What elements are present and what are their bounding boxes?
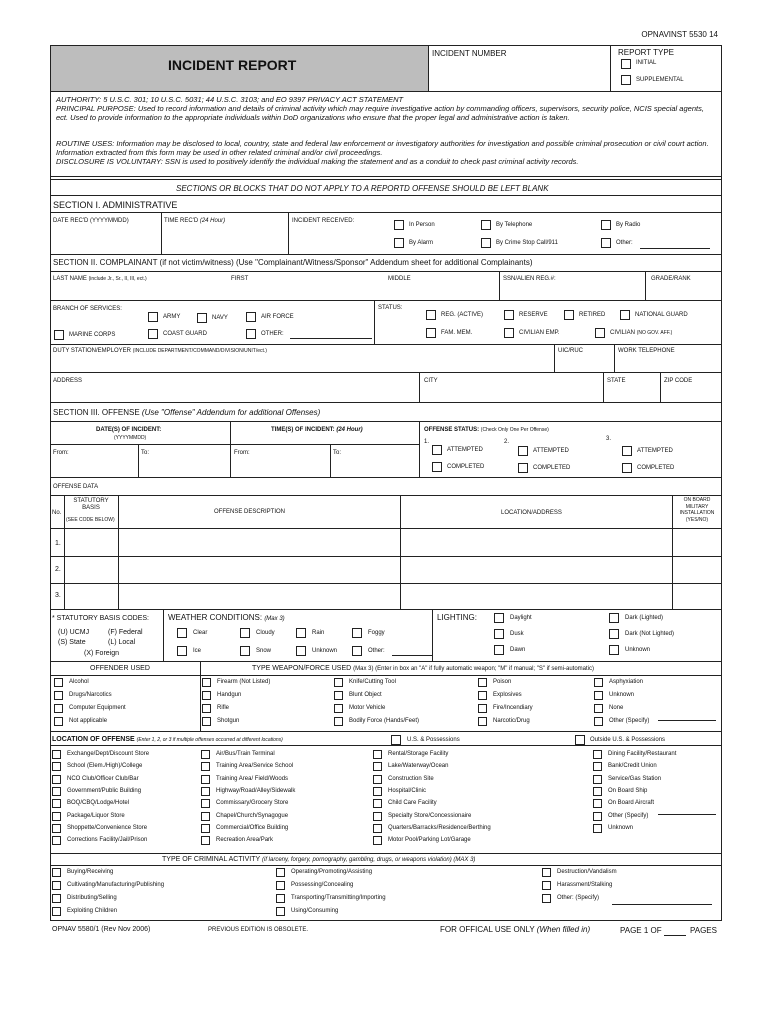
loc-c-6-checkbox[interactable] [373,824,382,833]
code-federal: (F) Federal [108,629,143,636]
army-label: ARMY [163,314,181,320]
lighting-dark-not-lighted-label: Dark (Not Lighted) [625,631,675,637]
loc-b-4-label: Commissary/Grocery Store [216,800,289,807]
act-a-1-checkbox[interactable] [52,881,61,890]
loc-d-4-checkbox[interactable] [593,799,602,808]
act-c-2-checkbox[interactable] [542,894,551,903]
offender-0-label: Alcohol [69,679,89,685]
loc-a-5-label: Package/Liquor Store [67,812,125,819]
outside-us-label: Outside U.S. & Possessions [590,737,666,743]
loc-b-3-label: Highway/Road/Alley/Sidewalk [216,787,296,794]
loc-a-2-label: NCO Club/Officer Club/Bar [67,775,139,782]
weather-foggy-label: Foggy [368,630,385,636]
time-from-label: From: [234,450,250,456]
loc-b-5-label: Chapel/Church/Synagogue [216,812,289,819]
weather-snow-checkbox[interactable] [240,646,250,656]
outside-us-checkbox[interactable] [575,735,585,745]
offender-1-label: Drugs/Narcotics [69,692,112,698]
weapon-d-2-checkbox[interactable] [594,704,603,713]
offender-1-checkbox[interactable] [54,691,63,700]
offense-1-attempted-checkbox[interactable] [432,445,442,455]
offense-2-completed-label: COMPLETED [533,465,571,471]
loc-b-2-label: Training Area/ Field/Woods [216,775,289,782]
offense-row-3-num: 3. [55,592,61,599]
weapon-d-0-label: Asphyxiation [609,679,644,685]
loc-d-0-label: Dining Facility/Restaurant [608,751,677,757]
branch-label: BRANCH OF SERVICES: [53,306,122,312]
state-label: STATE [607,378,626,384]
lighting-unknown-checkbox[interactable] [609,645,619,655]
loc-a-1-checkbox[interactable] [52,762,61,771]
section3-title: SECTION III. OFFENSE (Use "Offense" Addendum for additional Offenses) [53,408,321,417]
reserve-label: RESERVE [519,312,548,318]
us-possessions-checkbox[interactable] [391,735,401,745]
reserve-checkbox[interactable] [504,310,514,320]
offense-3-attempted-label: ATTEMPTED [637,448,673,454]
loc-d-6-label: Unknown [608,824,634,831]
loc-c-2-label: Construction Site [388,775,434,782]
act-b-1-checkbox[interactable] [276,881,285,890]
loc-a-1-label: School (Elem./High)/College [67,763,143,770]
loc-d-1-checkbox[interactable] [593,762,602,771]
by-crime-stop-checkbox[interactable] [481,238,491,248]
offense-1-completed-label: COMPLETED [447,464,485,470]
incident-received-label: INCIDENT RECEIVED: [292,218,355,224]
supplemental-label: SUPPLEMENTAL [636,77,684,83]
act-b-0-label: Operating/Promoting/Assisting [291,869,373,875]
offense-3-completed-checkbox[interactable] [622,463,632,473]
act-a-2-label: Distributing/Selling [67,895,117,901]
loc-a-5-checkbox[interactable] [52,812,61,821]
loc-c-1-checkbox[interactable] [373,762,382,771]
address-label: ADDRESS [53,378,83,384]
weapon-a-1-checkbox[interactable] [202,691,211,700]
lighting-dark-lighted-label: Dark (Lighted) [625,615,664,621]
lighting-dark-not-lighted-checkbox[interactable] [609,629,619,639]
weapon-b-3-label: Bodily Force (Hands/Feet) [349,718,420,724]
loc-d-5-label: Other (Specify) [608,812,649,819]
offense-3-completed-label: COMPLETED [637,465,675,471]
loc-a-6-label: Shoppette/Convenience Store [67,824,148,831]
date-recd-label: DATE REC'D (YYYYMMDD) [53,218,129,224]
loc-b-6-checkbox[interactable] [201,824,210,833]
act-b-2-checkbox[interactable] [276,894,285,903]
privacy-purpose: PRINCIPAL PURPOSE: Used to record information and details of criminal activity which may require investigative action by commanding officers, supervisors, security police, NCIS special agents, ect. Used to provide information to the appropriate individuals within DoD organizations who ensure that the proper legal and administrative action is taken. [56,104,704,122]
loc-d-5-checkbox[interactable] [593,812,602,821]
weapon-label: TYPE WEAPON/FORCE USED (Max 3) (Enter in box an "A" if fully automatic weapon; "M" if manual; "S" if semi-automatic) [252,665,595,672]
previous-edition: PREVIOUS EDITION IS OBSOLETE. [208,927,309,933]
loc-a-3-checkbox[interactable] [52,787,61,796]
act-b-3-label: Using/Consuming [291,908,339,914]
lighting-dusk-label: Dusk [510,631,524,637]
civilian-emp-label: CIVILIAN EMP. [519,330,560,336]
act-a-3-checkbox[interactable] [52,907,61,916]
lighting-daylight-checkbox[interactable] [494,613,504,623]
loc-c-1-label: Lake/Waterway/Ocean [388,763,449,770]
by-radio-checkbox[interactable] [601,220,611,230]
weapon-d-1-label: Unknown [609,692,635,698]
weapon-d-0-checkbox[interactable] [594,678,603,687]
weapon-b-1-checkbox[interactable] [334,691,343,700]
loc-c-0-label: Rental/Storage Facility [388,751,449,757]
air-force-label: AIR FORCE [261,314,294,320]
status-label: STATUS: [378,305,403,311]
col-statutory-header: STATUTORY BASIS [73,498,109,511]
weather-snow-label: Snow [256,648,272,654]
offender-0-checkbox[interactable] [54,678,63,687]
weapon-d-1-checkbox[interactable] [594,691,603,700]
civilian-checkbox[interactable] [595,328,605,338]
loc-a-6-checkbox[interactable] [52,824,61,833]
loc-d-0-checkbox[interactable] [593,750,602,759]
weather-cloudy-checkbox[interactable] [240,628,250,638]
air-force-checkbox[interactable] [246,312,256,322]
loc-b-7-checkbox[interactable] [201,836,210,845]
offense-status-label: OFFENSE STATUS: (Check Only One Per Offense) [424,427,549,433]
times-of-incident-label: TIME(S) OF INCIDENT: (24 Hour) [271,427,363,433]
offender-used-label: OFFENDER USED [90,665,150,672]
weapon-a-3-checkbox[interactable] [202,717,211,726]
lighting-dawn-checkbox[interactable] [494,645,504,655]
loc-b-0-checkbox[interactable] [201,750,210,759]
code-ucmj: (U) UCMJ [58,629,90,636]
other-method-checkbox[interactable] [601,238,611,248]
weapon-c-1-label: Explosives [493,692,522,698]
national-guard-checkbox[interactable] [620,310,630,320]
date-to-label: To: [141,450,150,456]
act-b-2-label: Transporting/Transmitting/Importing [291,895,386,901]
weapon-d-3-label: Other (Specify) [609,718,650,724]
weather-unknown-label: Unknown [312,648,338,654]
navy-label: NAVY [212,315,228,321]
weapon-b-3-checkbox[interactable] [334,717,343,726]
offense-data-label: OFFENSE DATA [53,484,99,490]
loc-b-7-label: Recreation Area/Park [216,837,274,844]
fam-mem-checkbox[interactable] [426,328,436,338]
by-telephone-label: By Telephone [496,222,533,228]
loc-d-2-checkbox[interactable] [593,775,602,784]
weapon-c-1-checkbox[interactable] [478,691,487,700]
section1-title: SECTION I. ADMINISTRATIVE [53,200,178,210]
weather-clear-checkbox[interactable] [177,628,187,638]
loc-a-0-checkbox[interactable] [52,750,61,759]
uic-label: UIC/RUC [558,348,583,354]
offense-row-2-num: 2. [55,566,61,573]
other-branch-label: OTHER: [261,331,284,337]
weapon-a-0-label: Firearm (Not Listed) [217,679,271,685]
col-no-header: No. [52,510,62,516]
weapon-b-2-label: Motor Vehicle [349,705,386,711]
coast-guard-checkbox[interactable] [148,329,158,339]
in-person-checkbox[interactable] [394,220,404,230]
dates-note: (YYYYMMDD) [114,435,147,441]
loc-a-4-checkbox[interactable] [52,799,61,808]
act-a-2-checkbox[interactable] [52,894,61,903]
offense-row-1-num: 1. [55,540,61,547]
offense-1-attempted-label: ATTEMPTED [447,447,483,453]
retired-checkbox[interactable] [564,310,574,320]
fam-mem-label: FAM. MEM. [441,330,473,336]
weapon-b-1-label: Blunt Object [349,692,382,698]
weather-unknown-checkbox[interactable] [296,646,306,656]
col-location-header: LOCATION/ADDRESS [501,510,562,516]
act-a-1-label: Cultivating/Manufacturing/Publishing [67,882,165,888]
privacy-disclosure: DISCLOSURE IS VOLUNTARY: SSN is used to positively identify the individual making the statement and as a conduit to check past criminal activity records. [56,157,579,166]
retired-label: RETIRED [579,312,606,318]
navy-checkbox[interactable] [197,313,207,323]
lighting-dusk-checkbox[interactable] [494,629,504,639]
loc-a-3-label: Government/Public Building [67,787,142,794]
col-base-header: ON BOARD MILITARY INSTALLATION (YES/NO) [679,497,715,523]
loc-b-1-label: Training Area/Service School [216,763,294,770]
loc-d-4-label: On Board Aircraft [608,800,655,807]
report-type-label: REPORT TYPE [618,48,675,57]
loc-a-2-checkbox[interactable] [52,775,61,784]
supplemental-checkbox[interactable] [621,75,631,85]
initial-label: INITIAL [636,60,657,66]
act-c-1-label: Harassment/Stalking [557,882,613,888]
by-crime-stop-label: By Crime Stop Call/911 [496,240,558,246]
reg-active-checkbox[interactable] [426,310,436,320]
loc-b-2-checkbox[interactable] [201,775,210,784]
weather-foggy-checkbox[interactable] [352,628,362,638]
offender-3-label: Not applicable [69,718,108,724]
offense-1-completed-checkbox[interactable] [432,462,442,472]
activity-label: TYPE OF CRIMINAL ACTIVITY (if larceny, forgery, pornography, gambling, drugs, or weapons violation) (MAX 3) [162,856,476,863]
loc-c-3-checkbox[interactable] [373,787,382,796]
weapon-a-1-label: Handgun [217,692,242,698]
weapon-c-2-label: Fire/Incendiary [493,705,533,711]
code-state: (S) State [58,639,86,646]
weapon-a-0-checkbox[interactable] [202,678,211,687]
offense-1-num: 1. [424,439,430,445]
offense-3-attempted-checkbox[interactable] [622,446,632,456]
by-telephone-checkbox[interactable] [481,220,491,230]
col-statutory-note: (SEE CODE BELOW) [66,517,115,523]
weapon-c-2-checkbox[interactable] [478,704,487,713]
army-checkbox[interactable] [148,312,158,322]
col-desc-header: OFFENSE DESCRIPTION [214,509,286,515]
act-c-0-label: Destruction/Vandalism [557,869,617,875]
page-count-label: PAGES [690,926,717,935]
loc-d-1-label: Bank/Credit Union [608,763,657,770]
form-number: OPNAV 5580/1 (Rev Nov 2006) [52,926,151,933]
lighting-unknown-label: Unknown [625,647,651,653]
statutory-codes-label: * STATUTORY BASIS CODES: [52,615,149,622]
offender-2-label: Computer Equipment [69,705,126,711]
section2-title: SECTION II. COMPLAINANT (if not victim/witness) (Use "Complainant/Witness/Sponsor" Addendum sheet for additional Complainants) [53,258,533,267]
offender-3-checkbox[interactable] [54,717,63,726]
loc-d-3-checkbox[interactable] [593,787,602,796]
civilian-emp-checkbox[interactable] [504,328,514,338]
weapon-d-3-checkbox[interactable] [594,717,603,726]
act-b-0-checkbox[interactable] [276,868,285,877]
offense-3-num: 3. [606,436,612,442]
privacy-routine: ROUTINE USES: Information may be disclosed to local, country, state and federal law enforcement or investigatory authorities for investigation and possible criminal prosecution or civil court action. Information extracted from this form may be used in other related criminal and/or civil proceedings. [56,139,709,157]
reg-active-label: REG. (ACTIVE) [441,312,484,318]
last-name-label: LAST NAME (include Jr., Sr., II, III, ect.) [53,276,147,282]
weapon-d-2-label: None [609,705,624,711]
weapon-c-3-label: Narcotic/Drug [493,718,530,724]
offense-2-attempted-checkbox[interactable] [518,446,528,456]
civilian-label: CIVILIAN (NO GOV. AFF.) [610,330,673,336]
weather-ice-checkbox[interactable] [177,646,187,656]
loc-c-0-checkbox[interactable] [373,750,382,759]
grade-label: GRADE/RANK [651,276,691,282]
weather-other-label: Other: [368,648,385,654]
duty-station-label: DUTY STATION/EMPLOYER (INCLUDE DEPARTMENT/COMMAND/DIVISION/UNIT/ect.) [53,348,267,354]
loc-c-2-checkbox[interactable] [373,775,382,784]
code-foreign: (X) Foreign [84,650,120,657]
marine-corps-label: MARINE CORPS [69,332,116,338]
offense-2-attempted-label: ATTEMPTED [533,448,569,454]
by-radio-label: By Radio [616,222,641,228]
weather-clear-label: Clear [193,630,208,636]
weather-label: WEATHER CONDITIONS: (Max 3) [168,613,285,622]
loc-b-1-checkbox[interactable] [201,762,210,771]
weapon-a-2-label: Rifle [217,705,230,711]
weapon-c-0-label: Poison [493,679,512,685]
loc-b-0-label: Air/Bus/Train Terminal [216,751,275,757]
in-person-label: In Person [409,222,435,228]
initial-checkbox[interactable] [621,59,631,69]
act-a-3-label: Exploiting Children [67,908,118,914]
loc-c-7-label: Motor Pool/Parking Lot/Garage [388,837,471,844]
us-possessions-label: U.S. & Possessions [407,737,460,743]
act-b-1-label: Possessing/Concealing [291,882,354,888]
weapon-c-0-checkbox[interactable] [478,678,487,687]
work-telephone-label: WORK TELEPHONE [618,348,675,354]
weapon-b-2-checkbox[interactable] [334,704,343,713]
dates-of-incident-label: DATE(S) OF INCIDENT: [96,427,162,433]
time-recd-label: TIME REC'D (24 Hour) [164,218,226,224]
national-guard-label: NATIONAL GUARD [635,312,688,318]
act-c-1-checkbox[interactable] [542,881,551,890]
date-from-label: From: [53,450,69,456]
loc-a-0-label: Exchange/Dept/Discount Store [67,751,150,757]
loc-c-7-checkbox[interactable] [373,836,382,845]
other-method-label: Other: [616,240,633,246]
loc-b-3-checkbox[interactable] [201,787,210,796]
weather-cloudy-label: Cloudy [256,630,275,636]
weather-ice-label: Ice [193,648,202,654]
incident-number-label: INCIDENT NUMBER [432,49,507,58]
weather-rain-checkbox[interactable] [296,628,306,638]
loc-b-5-checkbox[interactable] [201,812,210,821]
loc-d-2-label: Service/Gas Station [608,775,662,782]
city-label: CITY [424,378,438,384]
by-alarm-checkbox[interactable] [394,238,404,248]
ssn-label: SSN/ALIEN REG.#: [503,276,556,282]
weapon-c-3-checkbox[interactable] [478,717,487,726]
offense-2-completed-checkbox[interactable] [518,463,528,473]
loc-d-3-label: On Board Ship [608,787,648,794]
offense-2-num: 2. [504,439,510,445]
zip-code-label: ZIP CODE [664,378,693,384]
lighting-label: LIGHTING: [437,613,478,622]
loc-c-5-label: Specialty Store/Concessionaire [388,812,472,819]
lighting-dark-lighted-checkbox[interactable] [609,613,619,623]
loc-a-4-label: BOQ/CBQ/Lodge/Hotel [67,800,130,807]
weapon-a-3-label: Shotgun [217,718,240,724]
marine-corps-checkbox[interactable] [54,330,64,340]
loc-d-6-checkbox[interactable] [593,824,602,833]
page-title: INCIDENT REPORT [168,57,297,73]
page-number: PAGE 1 OF [620,926,662,935]
coast-guard-label: COAST GUARD [163,331,207,337]
privacy-authority: AUTHORITY: 5 U.S.C. 301; 10 U.S.C. 5031; 44 U.S.C. 3103; and EO 9397 PRIVACY ACT STATEMENT [56,95,404,104]
weapon-b-0-checkbox[interactable] [334,678,343,687]
act-c-2-label: Other: (Specify) [557,895,600,901]
loc-c-5-checkbox[interactable] [373,812,382,821]
fouo-notice: FOR OFFICAL USE ONLY (When filled in) [440,925,591,934]
loc-a-7-label: Corrections Facility/Jail/Prison [67,837,148,844]
loc-c-6-label: Quarters/Barracks/Residence/Berthing [388,824,491,831]
act-c-0-checkbox[interactable] [542,868,551,877]
lighting-dawn-label: Dawn [510,647,526,653]
offender-2-checkbox[interactable] [54,704,63,713]
first-name-label: FIRST [231,276,249,282]
act-b-3-checkbox[interactable] [276,907,285,916]
loc-a-7-checkbox[interactable] [52,836,61,845]
other-branch-checkbox[interactable] [246,329,256,339]
loc-c-3-label: Hospital/Clinic [388,787,427,794]
weather-rain-label: Rain [312,630,325,636]
time-to-label: To: [333,450,342,456]
blank-notice: SECTIONS OR BLOCKS THAT DO NOT APPLY TO A REPORTD OFFENSE SHOULD BE LEFT BLANK [176,184,549,193]
loc-c-4-checkbox[interactable] [373,799,382,808]
location-label: LOCATION OF OFFENSE (Enter 1, 2, or 3 if multiple offenses occurred at different locations) [52,736,283,743]
weapon-a-2-checkbox[interactable] [202,704,211,713]
by-alarm-label: By Alarm [409,240,434,246]
middle-name-label: MIDDLE [388,276,411,282]
loc-b-6-label: Commercial/Office Building [216,824,289,831]
doc-code: OPNAVINST 5530 14 [641,30,718,39]
loc-c-4-label: Child Care Facility [388,800,437,807]
code-local: (L) Local [108,639,136,646]
act-a-0-label: Buying/Receiving [67,869,114,875]
act-a-0-checkbox[interactable] [52,868,61,877]
loc-b-4-checkbox[interactable] [201,799,210,808]
weapon-b-0-label: Knife/Cutting Tool [349,679,396,685]
lighting-daylight-label: Daylight [510,615,532,621]
weather-other-checkbox[interactable] [352,646,362,656]
